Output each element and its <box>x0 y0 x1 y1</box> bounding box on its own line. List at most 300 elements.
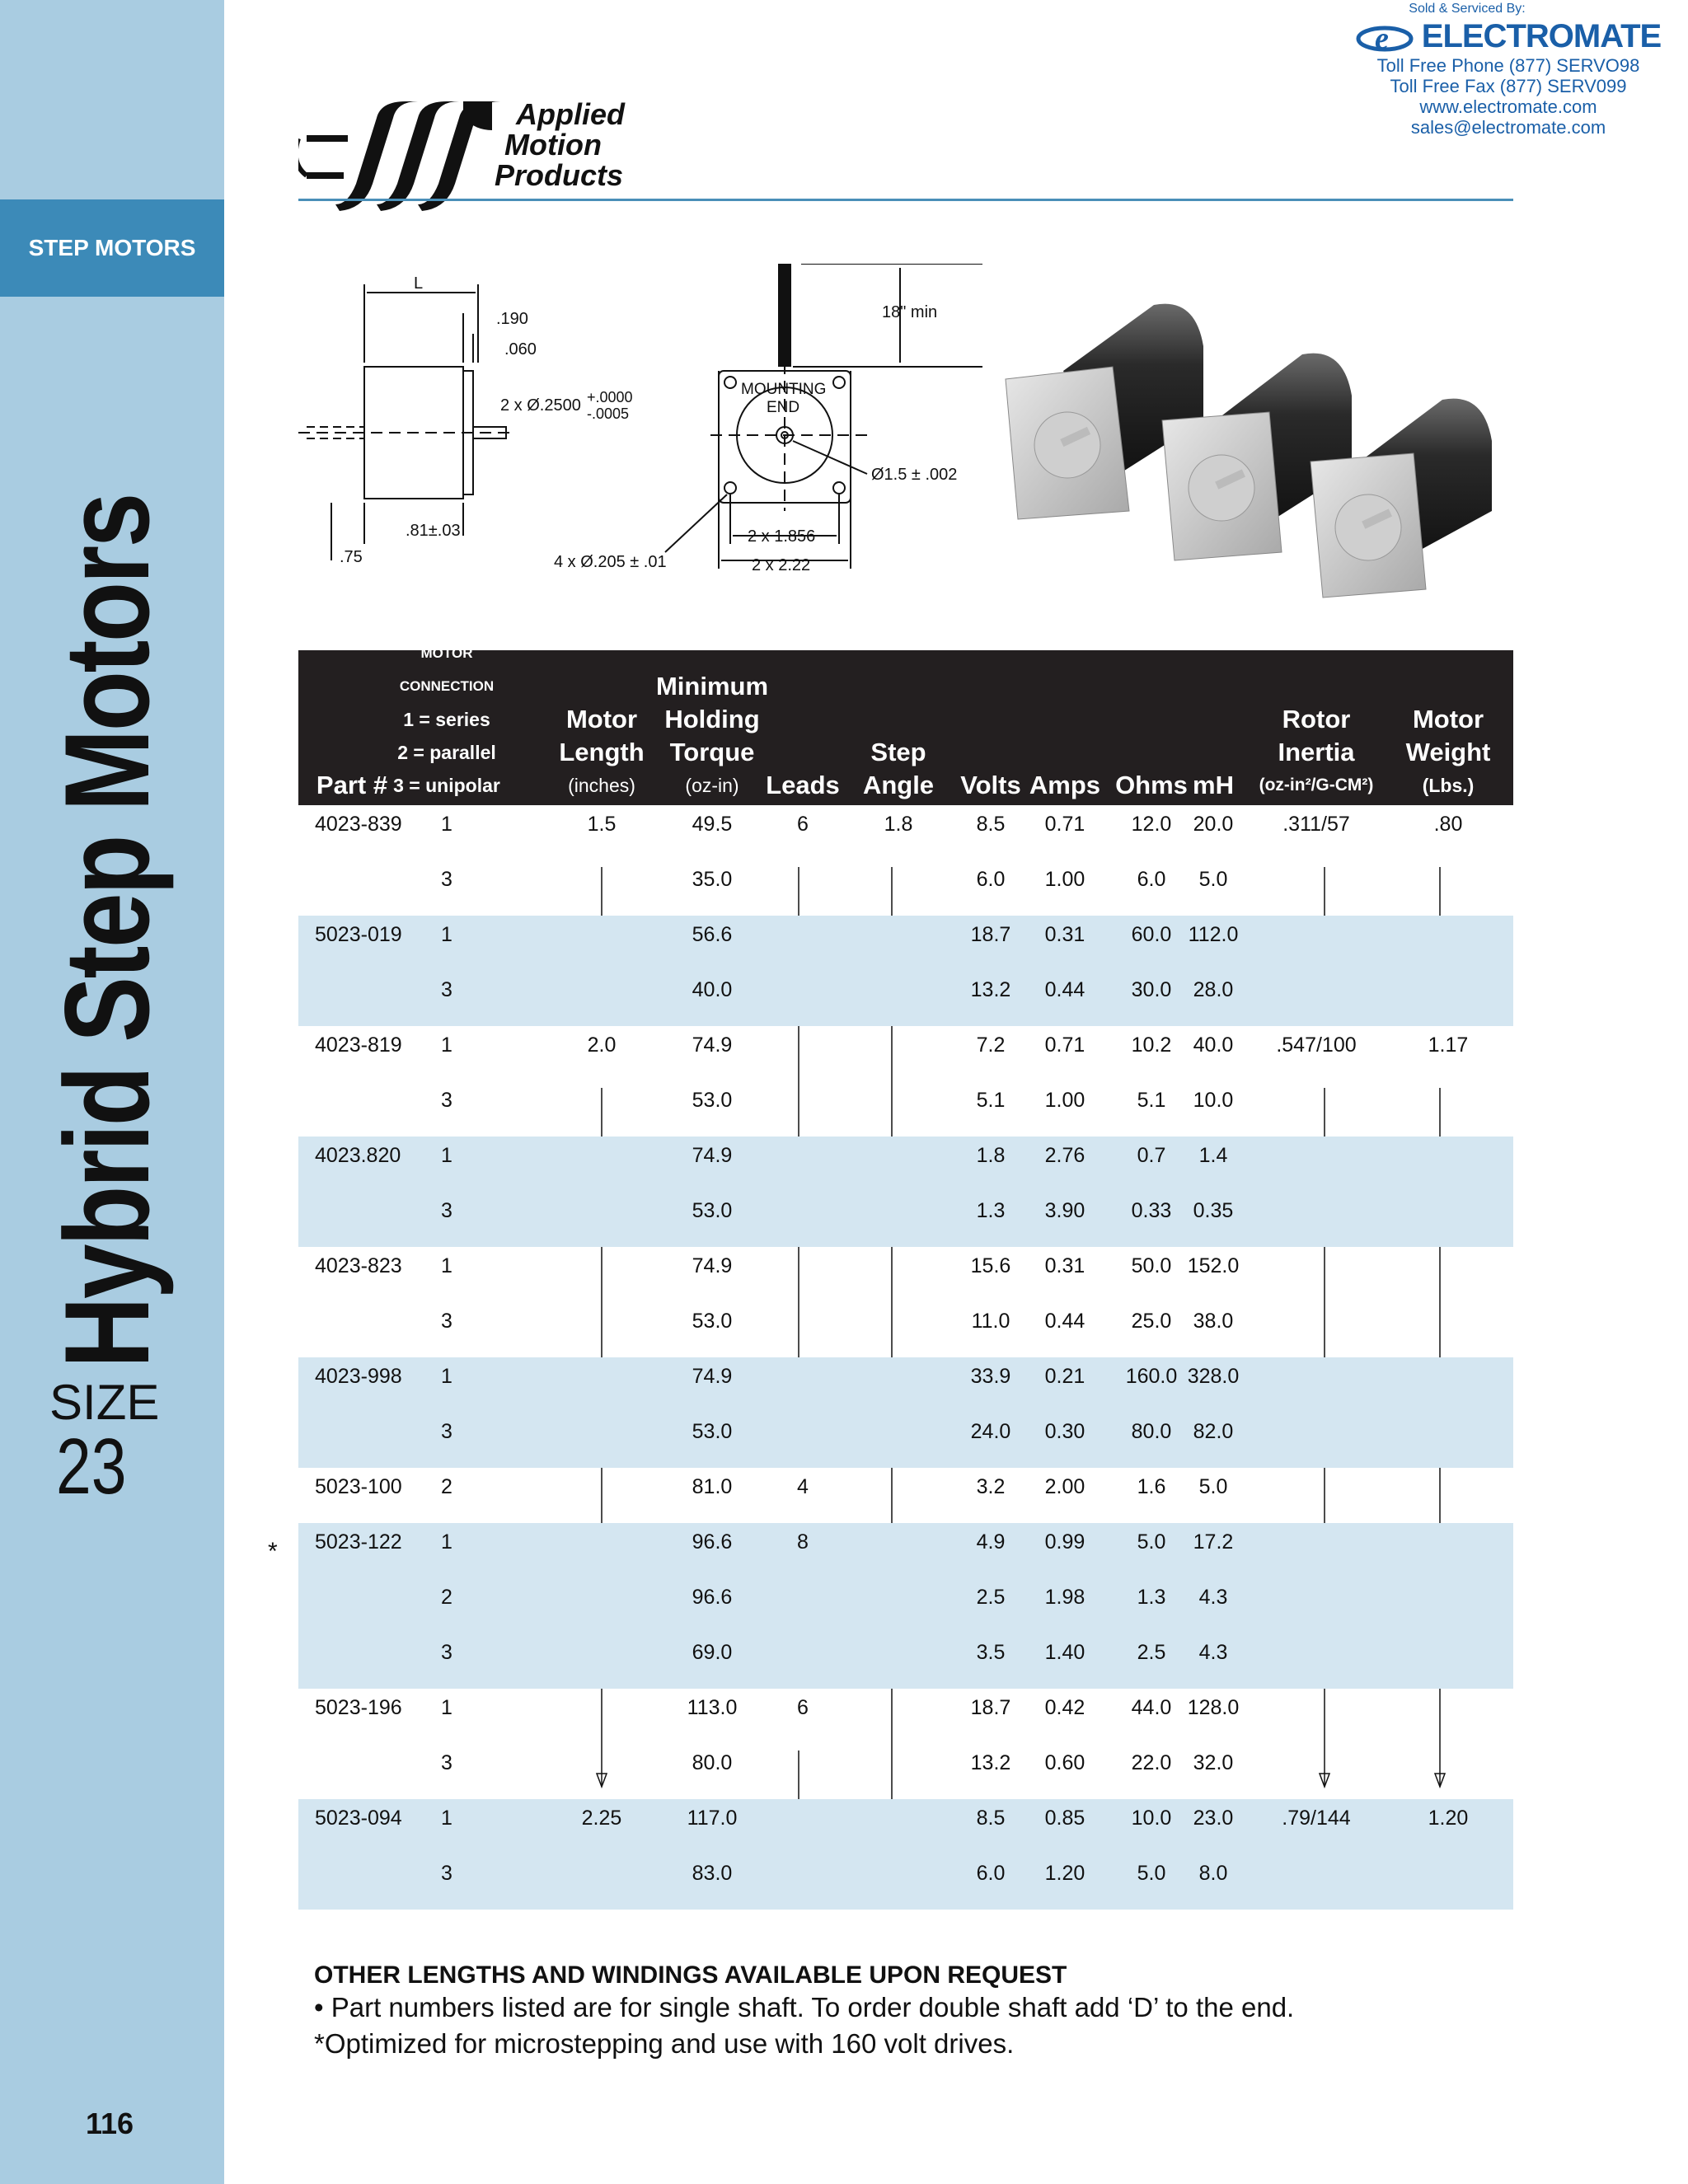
cell-step <box>849 1689 948 1744</box>
cell-volts: 5.1 <box>976 1089 1006 1112</box>
cell-inertia <box>1246 1578 1386 1633</box>
cell-amps: 0.85 <box>1044 1807 1085 1830</box>
dim-shaft: 2 x Ø.2500 <box>500 396 581 415</box>
cell-weight <box>1386 1137 1510 1192</box>
cell-amps: 1.98 <box>1044 1586 1085 1609</box>
cell-length <box>554 1357 649 1413</box>
header-length-2: Length <box>559 738 645 766</box>
cell-amps: 2.76 <box>1044 1144 1085 1167</box>
table-row <box>298 1854 1513 1910</box>
cell-length <box>554 860 649 916</box>
cell-volts: 4.9 <box>976 1530 1006 1554</box>
table-row <box>298 1302 1513 1357</box>
cell-inertia <box>1246 971 1386 1026</box>
mounting-label-1: MOUNTING <box>741 381 827 398</box>
dealer-brand <box>1343 18 1673 55</box>
cell-leads <box>757 1192 848 1247</box>
cell-weight <box>1386 1523 1510 1578</box>
cell-conn: 3 <box>441 1310 452 1333</box>
cell-part: 4023-998 <box>315 1365 402 1388</box>
cell-volts: 7.2 <box>976 1033 1006 1057</box>
cell-amps: 0.44 <box>1044 978 1085 1001</box>
cell-step <box>849 1081 948 1137</box>
cell-part: 4023.820 <box>315 1144 401 1167</box>
cell-torque: 80.0 <box>692 1751 733 1774</box>
cell-step <box>849 1302 948 1357</box>
cell-leads <box>757 1247 848 1302</box>
dealer-email[interactable]: sales@electromate.com <box>1410 117 1606 138</box>
cell-conn: 2 <box>441 1586 452 1609</box>
cell-step <box>849 1413 948 1468</box>
cell-torque: 56.6 <box>692 923 733 946</box>
cell-conn: 2 <box>441 1475 452 1498</box>
asterisk-marker: * <box>268 1538 278 1565</box>
cell-volts: 15.6 <box>970 1254 1011 1277</box>
cell-leads <box>757 916 848 971</box>
cell-torque: 49.5 <box>692 813 733 836</box>
cell-conn: 3 <box>441 1862 452 1885</box>
electromate-logo-icon <box>1356 21 1414 54</box>
table-row <box>298 916 1513 971</box>
vertical-title: Hybrid Step Motors <box>40 494 174 1368</box>
cell-leads <box>757 1854 848 1910</box>
table-row <box>298 860 1513 916</box>
cell-torque: 53.0 <box>692 1089 733 1112</box>
dim-190: .190 <box>496 310 528 328</box>
cell-conn: 1 <box>441 1033 452 1057</box>
header-torque-1: Minimum <box>655 672 769 701</box>
cell-mh: 4.3 <box>1198 1641 1228 1664</box>
cell-weight: 1.20 <box>1428 1807 1469 1830</box>
cell-amps: 1.40 <box>1044 1641 1085 1664</box>
cell-torque: 53.0 <box>692 1420 733 1443</box>
cell-length: 1.5 <box>587 813 617 836</box>
cell-leads <box>757 860 848 916</box>
cell-step <box>849 1744 948 1799</box>
cell-weight <box>1386 1744 1510 1799</box>
cell-amps: 2.00 <box>1044 1475 1085 1498</box>
table-row <box>298 1137 1513 1192</box>
cell-ohms: 44.0 <box>1131 1696 1172 1719</box>
cell-torque: 74.9 <box>692 1254 733 1277</box>
header-length-3: (inches) <box>568 775 635 796</box>
cell-volts: 18.7 <box>970 923 1011 946</box>
table-row <box>298 1413 1513 1468</box>
cell-volts: 3.2 <box>976 1475 1006 1498</box>
dim-pilot: Ø1.5 ± .002 <box>871 466 958 484</box>
header-step-1: Step <box>870 738 926 766</box>
cell-amps: 0.21 <box>1044 1365 1085 1388</box>
cell-volts: 6.0 <box>976 1862 1006 1885</box>
table-row <box>298 1744 1513 1799</box>
logo-line-1: Applied <box>516 97 625 131</box>
cell-volts: 1.3 <box>976 1199 1006 1222</box>
dealer-fax: Toll Free Fax (877) SERV099 <box>1390 76 1627 96</box>
cell-leads <box>757 971 848 1026</box>
cell-inertia: .547/100 <box>1276 1033 1357 1057</box>
cell-ohms: 50.0 <box>1131 1254 1172 1277</box>
cell-ohms: 160.0 <box>1125 1365 1178 1388</box>
cell-amps: 1.00 <box>1044 868 1085 891</box>
cell-torque: 69.0 <box>692 1641 733 1664</box>
cell-leads <box>757 1357 848 1413</box>
cell-weight <box>1386 916 1510 971</box>
cell-length: 2.25 <box>581 1807 622 1830</box>
cell-length <box>554 1523 649 1578</box>
table-row <box>298 1523 1513 1578</box>
cell-ohms: 10.0 <box>1131 1807 1172 1830</box>
logo-text <box>495 99 625 190</box>
cell-inertia <box>1246 1137 1386 1192</box>
cell-length <box>554 916 649 971</box>
cell-torque: 74.9 <box>692 1033 733 1057</box>
cell-part: 4023-819 <box>315 1033 402 1057</box>
cell-length <box>554 1302 649 1357</box>
header-inertia-3: (oz-in²/G-CM²) <box>1259 776 1374 794</box>
cell-conn: 3 <box>441 978 452 1001</box>
footnote-heading: OTHER LENGTHS AND WINDINGS AVAILABLE UPON REQUEST <box>314 1961 1067 1989</box>
dim-75: .75 <box>340 548 363 566</box>
footnote-note-2: *Optimized for microstepping and use with 160 volt drives. <box>314 2028 1015 2059</box>
cell-inertia: .79/144 <box>1282 1807 1351 1830</box>
cell-length <box>554 1633 649 1689</box>
cell-torque: 113.0 <box>687 1696 738 1719</box>
dim-bolt-circle: 2 x 1.856 <box>748 527 816 546</box>
table-row <box>298 1081 1513 1137</box>
cell-volts: 18.7 <box>970 1696 1011 1719</box>
cell-volts: 6.0 <box>976 868 1006 891</box>
cell-length <box>554 971 649 1026</box>
dealer-block <box>1343 2 1673 138</box>
cell-mh: 112.0 <box>1188 923 1239 946</box>
header-weight-2: Weight <box>1405 738 1491 766</box>
cell-ohms: 1.3 <box>1137 1586 1166 1609</box>
cell-conn: 1 <box>441 1254 452 1277</box>
cell-ohms: 5.0 <box>1137 1862 1166 1885</box>
cell-conn: 1 <box>441 1696 452 1719</box>
cell-torque: 74.9 <box>692 1365 733 1388</box>
cell-step <box>849 1468 948 1523</box>
page-number: 116 <box>86 2107 134 2140</box>
header-torque-4: (oz-in) <box>685 775 739 796</box>
cell-volts: 1.8 <box>976 1144 1006 1167</box>
dim-060: .060 <box>504 340 537 359</box>
cell-conn: 1 <box>441 1807 452 1830</box>
cell-torque: 35.0 <box>692 868 733 891</box>
cell-weight: 1.17 <box>1428 1033 1469 1057</box>
cell-mh: 32.0 <box>1193 1751 1234 1774</box>
cell-length <box>554 1247 649 1302</box>
cell-ohms: 10.2 <box>1131 1033 1172 1057</box>
footnotes <box>314 1961 1294 2062</box>
cell-weight <box>1386 1413 1510 1468</box>
dim-tol-minus: -.0005 <box>587 405 630 422</box>
cell-volts: 13.2 <box>970 978 1011 1001</box>
cell-torque: 117.0 <box>687 1807 738 1830</box>
cell-amps: 1.20 <box>1044 1862 1085 1885</box>
cell-inertia <box>1246 1413 1386 1468</box>
cell-conn: 3 <box>441 1641 452 1664</box>
cell-amps: 0.44 <box>1044 1310 1085 1333</box>
cell-part: 5023-196 <box>315 1696 402 1719</box>
cell-mh: 5.0 <box>1198 1475 1228 1498</box>
cell-part: 5023-122 <box>315 1530 402 1554</box>
cell-conn: 1 <box>441 813 452 836</box>
cell-mh: 20.0 <box>1193 813 1234 836</box>
cell-weight <box>1386 1192 1510 1247</box>
cell-length <box>554 1468 649 1523</box>
cell-weight <box>1386 860 1510 916</box>
cell-leads: 6 <box>797 1696 809 1719</box>
mounting-label-2: END <box>767 399 800 416</box>
cell-volts: 2.5 <box>976 1586 1006 1609</box>
cell-leads <box>757 1413 848 1468</box>
cell-step <box>849 916 948 971</box>
header-weight-1: Motor <box>1412 705 1484 733</box>
cell-torque: 96.6 <box>692 1530 733 1554</box>
cell-mh: 152.0 <box>1187 1254 1240 1277</box>
header-mh: mH <box>1193 771 1234 799</box>
cell-mh: 10.0 <box>1193 1089 1234 1112</box>
table-row <box>298 1799 1513 1854</box>
cell-step: 1.8 <box>884 813 913 836</box>
logo-line-3: Products <box>495 158 624 192</box>
cell-ohms: 30.0 <box>1131 978 1172 1001</box>
cell-step <box>849 1247 948 1302</box>
cell-amps: 0.31 <box>1044 923 1085 946</box>
cell-step <box>849 1854 948 1910</box>
cell-conn: 3 <box>441 1089 452 1112</box>
motor-photo <box>997 297 1517 610</box>
cell-amps: 0.30 <box>1044 1420 1085 1443</box>
cell-ohms: 5.1 <box>1137 1089 1166 1112</box>
dimension-drawing <box>298 264 982 593</box>
cell-amps: 0.71 <box>1044 813 1085 836</box>
table-body <box>298 805 1513 1910</box>
table-row <box>298 1192 1513 1247</box>
cell-inertia: .311/57 <box>1282 813 1350 836</box>
cell-leads: 4 <box>797 1475 809 1498</box>
cell-volts: 8.5 <box>976 813 1006 836</box>
cell-mh: 8.0 <box>1198 1862 1228 1885</box>
size-value: 23 <box>56 1422 127 1511</box>
cell-length <box>554 1081 649 1137</box>
cell-length <box>554 1413 649 1468</box>
cell-part: 4023-839 <box>315 813 402 836</box>
cell-step <box>849 1633 948 1689</box>
cell-length <box>554 1192 649 1247</box>
header-leads: Leads <box>766 771 840 799</box>
cell-ohms: 12.0 <box>1131 813 1172 836</box>
cell-torque: 74.9 <box>692 1144 733 1167</box>
cell-amps: 0.60 <box>1044 1751 1085 1774</box>
sold-by-label: Sold & Serviced By: <box>1409 2 1526 16</box>
header-inertia-2: Inertia <box>1278 738 1355 766</box>
cell-length: 2.0 <box>587 1033 617 1057</box>
cell-length <box>554 1578 649 1633</box>
table-row <box>298 1468 1513 1523</box>
cell-inertia <box>1246 1081 1386 1137</box>
cell-step <box>849 1357 948 1413</box>
cell-mh: 17.2 <box>1193 1530 1234 1554</box>
table-header <box>298 645 1513 805</box>
cell-part: 5023-094 <box>315 1807 402 1830</box>
cell-ohms: 25.0 <box>1131 1310 1172 1333</box>
cell-amps: 3.90 <box>1044 1199 1085 1222</box>
cell-torque: 53.0 <box>692 1199 733 1222</box>
cell-weight <box>1386 1081 1510 1137</box>
cell-ohms: 60.0 <box>1131 923 1172 946</box>
cell-inertia <box>1246 1744 1386 1799</box>
cell-weight <box>1386 1247 1510 1302</box>
cell-inertia <box>1246 916 1386 971</box>
cell-mh: 28.0 <box>1193 978 1234 1001</box>
dim-holes: 4 x Ø.205 ± .01 <box>554 553 667 571</box>
dealer-phone: Toll Free Phone (877) SERVO98 <box>1376 55 1640 76</box>
table-row <box>298 1357 1513 1413</box>
cell-mh: 5.0 <box>1198 868 1228 891</box>
cell-inertia <box>1246 1247 1386 1302</box>
header-part: Part # <box>316 771 388 799</box>
cell-conn: 1 <box>441 1530 452 1554</box>
header-torque-2: Holding <box>664 705 760 733</box>
cell-leads <box>757 1578 848 1633</box>
header-conn-1: 1 = series <box>403 709 490 730</box>
logo-line-2: Motion <box>504 128 602 162</box>
cell-length <box>554 1744 649 1799</box>
cell-leads <box>757 1799 848 1854</box>
header-length-1: Motor <box>565 705 638 733</box>
footnote-note-1: • Part numbers listed are for single shaft. To order double shaft add ‘D’ to the end. <box>314 1992 1295 2022</box>
svg-text:e: e <box>1374 21 1388 54</box>
cell-length <box>554 1137 649 1192</box>
cell-volts: 13.2 <box>970 1751 1011 1774</box>
header-motor-connection: MOTOR CONNECTION <box>399 645 495 694</box>
cell-weight <box>1386 1854 1510 1910</box>
cell-conn: 1 <box>441 923 452 946</box>
cell-step <box>849 1192 948 1247</box>
cell-step <box>849 1523 948 1578</box>
cell-volts: 11.0 <box>971 1310 1010 1333</box>
header-conn-2: 2 = parallel <box>397 742 496 763</box>
cell-leads: 6 <box>797 813 809 836</box>
cell-ohms: 0.7 <box>1137 1144 1166 1167</box>
cell-mh: 82.0 <box>1193 1420 1234 1443</box>
cell-step <box>849 1799 948 1854</box>
cell-torque: 81.0 <box>692 1475 733 1498</box>
cell-inertia <box>1246 1633 1386 1689</box>
cell-inertia <box>1246 1302 1386 1357</box>
cell-ohms: 6.0 <box>1137 868 1166 891</box>
table-row <box>298 971 1513 1026</box>
cell-volts: 24.0 <box>970 1420 1011 1443</box>
cell-ohms: 2.5 <box>1137 1641 1166 1664</box>
cell-weight <box>1386 1689 1510 1744</box>
dim-square: 2 x 2.22 <box>752 556 811 574</box>
cell-amps: 0.99 <box>1044 1530 1085 1554</box>
cell-conn: 3 <box>441 1420 452 1443</box>
cell-inertia <box>1246 1357 1386 1413</box>
cell-part: 5023-100 <box>315 1475 402 1498</box>
table-row <box>298 1026 1513 1081</box>
section-tab: STEP MOTORS <box>0 199 224 297</box>
header-volts: Volts <box>960 771 1021 799</box>
cell-torque: 96.6 <box>692 1586 733 1609</box>
cell-ohms: 80.0 <box>1131 1420 1172 1443</box>
cell-amps: 0.71 <box>1044 1033 1085 1057</box>
cell-mh: 0.35 <box>1193 1199 1234 1222</box>
header-weight-3: (Lbs.) <box>1422 775 1475 796</box>
header-inertia-1: Rotor <box>1282 705 1351 733</box>
cell-part: 5023-019 <box>315 923 402 946</box>
cell-mh: 23.0 <box>1193 1807 1234 1830</box>
dim-81: .81±.03 <box>406 522 461 540</box>
dim-18min: 18" min <box>882 303 938 321</box>
cell-conn: 3 <box>441 1751 452 1774</box>
table-row <box>298 805 1513 860</box>
cell-ohms: 22.0 <box>1131 1751 1172 1774</box>
cell-weight <box>1386 1633 1510 1689</box>
cell-mh: 38.0 <box>1193 1310 1234 1333</box>
cell-mh: 4.3 <box>1198 1586 1228 1609</box>
cell-torque: 53.0 <box>692 1310 733 1333</box>
spec-table <box>298 645 1513 1910</box>
table-row <box>298 1578 1513 1633</box>
cell-length <box>554 1689 649 1744</box>
cell-amps: 1.00 <box>1044 1089 1085 1112</box>
cell-mh: 40.0 <box>1193 1033 1234 1057</box>
cell-conn: 3 <box>441 868 452 891</box>
cell-conn: 1 <box>441 1144 452 1167</box>
cell-leads <box>757 1137 848 1192</box>
cell-inertia <box>1246 1192 1386 1247</box>
header-conn-3: 3 = unipolar <box>393 775 500 796</box>
dim-length: L <box>414 274 424 293</box>
cell-part: 4023-823 <box>315 1254 402 1277</box>
cell-leads <box>757 1633 848 1689</box>
cell-inertia <box>1246 1468 1386 1523</box>
cell-leads: 8 <box>797 1530 809 1554</box>
header-rule <box>298 199 1513 201</box>
cell-amps: 0.42 <box>1044 1696 1085 1719</box>
table-row <box>298 1633 1513 1689</box>
cell-step <box>849 971 948 1026</box>
size-label: SIZE <box>49 1375 160 1430</box>
header-ohms: Ohms <box>1115 771 1188 799</box>
cell-weight <box>1386 971 1510 1026</box>
cell-mh: 128.0 <box>1187 1696 1240 1719</box>
cell-step <box>849 860 948 916</box>
cell-mh: 1.4 <box>1198 1144 1228 1167</box>
dealer-website[interactable]: www.electromate.com <box>1419 96 1597 117</box>
cell-ohms: 0.33 <box>1131 1199 1172 1222</box>
cell-weight <box>1386 1302 1510 1357</box>
cell-conn: 1 <box>441 1365 452 1388</box>
cell-volts: 8.5 <box>976 1807 1006 1830</box>
cell-step <box>849 1578 948 1633</box>
cell-ohms: 1.6 <box>1137 1475 1166 1498</box>
dealer-brand-name: ELECTROMATE <box>1421 18 1662 54</box>
cell-weight <box>1386 1357 1510 1413</box>
cell-weight: .80 <box>1433 813 1463 836</box>
table-row <box>298 1689 1513 1744</box>
cell-ohms: 5.0 <box>1137 1530 1166 1554</box>
cell-leads <box>757 1744 848 1799</box>
cell-volts: 33.9 <box>970 1365 1011 1388</box>
table-row <box>298 1247 1513 1302</box>
cell-leads <box>757 1081 848 1137</box>
cell-inertia <box>1246 1523 1386 1578</box>
